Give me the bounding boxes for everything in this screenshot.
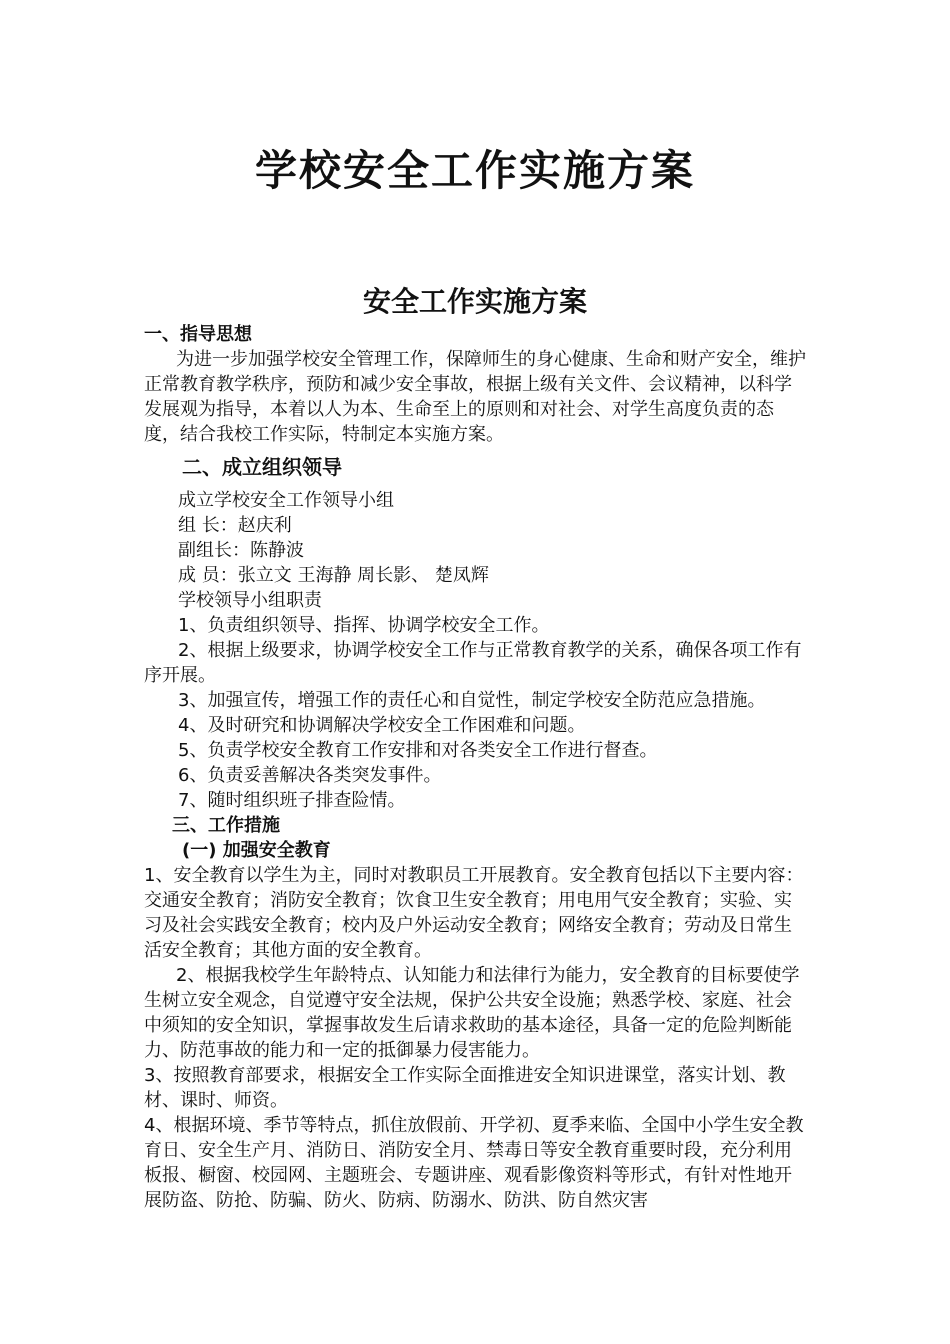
section-1-paragraph: 为进一步加强学校安全管理工作，保障师生的身心健康、生命和财产安全，维护正常教育教学秩序，预防和减少安全事故，根据上级有关文件、会议精神，以科学发展观为指导，本着以人为本、生命至上的原则和对社会、对学生高度负责的态度，结合我校工作实际，特制定本实施方案。 xyxy=(144,349,806,445)
document-subtitle: 安全工作实施方案 xyxy=(362,285,587,318)
section-3-paragraph: 3、按照教育部要求，根据安全工作实际全面推进安全知识进课堂，落实计划、教材、课时、师资。 xyxy=(144,1065,786,1111)
section-3-paragraph: 2、根据我校学生年龄特点、认知能力和法律行为能力，安全教育的目标要使学生树立安全观念，自觉遵守安全法规，保护公共安全设施；熟悉学校、家庭、社会中须知的安全知识，掌握事故发生后请求救助的基本途径，具备一定的危险判断能力、防范事故的能力和一定的抵御暴力侵害能力。 xyxy=(144,965,800,1061)
section-2-item: 4、及时研究和协调解决学校安全工作困难和问题。 xyxy=(178,715,586,736)
section-3-subheading: (一) 加强安全教育 xyxy=(182,840,331,861)
section-2-line: 成立学校安全工作领导小组 xyxy=(178,490,394,511)
section-2-item: 2、根据上级要求，协调学校安全工作与正常教育教学的关系，确保各项工作有序开展。 xyxy=(144,640,802,686)
document-body xyxy=(144,322,809,1213)
section-2-line: 学校领导小组职责 xyxy=(178,590,322,611)
section-2-item: 5、负责学校安全教育工作安排和对各类安全工作进行督查。 xyxy=(178,740,658,761)
section-2-item: 3、加强宣传，增强工作的责任心和自觉性，制定学校安全防范应急措施。 xyxy=(178,690,766,711)
section-2-line: 组 长：赵庆利 xyxy=(178,515,292,536)
section-2-line: 1、负责组织领导、指挥、协调学校安全工作。 xyxy=(178,615,550,636)
section-3-paragraph: 4、根据环境、季节等特点，抓住放假前、开学初、夏季来临、全国中小学生安全教育日、安全生产月、消防日、消防安全月、禁毒日等安全教育重要时段，充分利用板报、橱窗、校园网、主题班会、专题讲座、观看影像资料等形式，有针对性地开展防盗、防抢、防骗、防火、防病、防溺水、防洪、防自然灾害 xyxy=(144,1115,804,1211)
section-2-heading: 二、成立组织领导 xyxy=(182,455,342,479)
section-3-heading: 三、工作措施 xyxy=(172,815,280,836)
document-title: 学校安全工作实施方案 xyxy=(254,146,695,195)
section-1-heading: 一、指导思想 xyxy=(144,324,252,345)
section-2-item: 6、负责妥善解决各类突发事件。 xyxy=(178,765,442,786)
section-2-line: 副组长：陈静波 xyxy=(178,540,304,561)
section-3-paragraph: 1、安全教育以学生为主，同时对教职员工开展教育。安全教育包括以下主要内容：交通安全教育；消防安全教育；饮食卫生安全教育；用电用气安全教育；实验、实习及社会实践安全教育；校内及户外运动安全教育；网络安全教育；劳动及日常生活安全教育；其他方面的安全教育。 xyxy=(144,865,804,961)
section-2-line: 成 员：张立文 王海静 周长影、 楚凤辉 xyxy=(178,565,489,586)
section-2-item: 7、随时组织班子排查险情。 xyxy=(178,790,406,811)
